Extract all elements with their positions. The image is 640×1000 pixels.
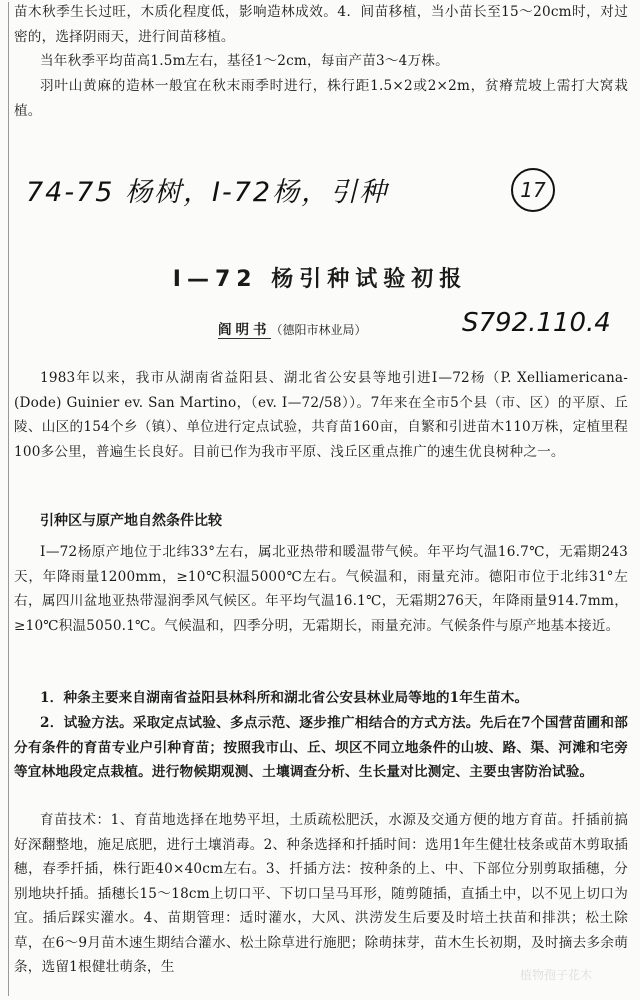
climate-paragraph: Ⅰ—72杨原产地位于北纬33°左右，属北亚热带和暖温带气候。年平均气温16.7℃，无霜期243天，年降雨量1200mm，≥10℃积温5000℃左右。气候温和，雨量充沛。德阳市位于北纬31°左右，属四川盆地亚热带湿润季风气候区。年平均气温16.1℃，无霜期276天，年降雨量914.7mm，≥10℃积温5050.1℃。气候温和，四季分明，无霜期长，雨量充沛。气候条件与原产地基本接近。 [14,544,628,634]
circled-page-number: 17 [511,168,555,212]
author-affiliation: （德阳市林业局） [270,323,367,337]
top-paragraph-2: 当年秋季平均苗高1.5m左右，基径1～2cm，每亩产苗3～4万株。 [40,53,449,69]
top-paragraph-1: 苗木秋季生长过旺，木质化程度低，影响造林成效。4．间苗移植，当小苗长至15～20cm时，对过密的，选择阴雨天，进行间苗移植。 [14,4,628,45]
author-line [218,318,367,338]
section-heading: 引种区与原产地自然条件比较 [40,513,222,529]
author-name: 阎明书 [218,322,271,338]
intro-paragraph: 1983年以来，我市从湖南省益阳县、湖北省公安县等地引进Ⅰ—72杨（P. Xelliamericana-(Dode) Guinier ev. San Martino，（ev. Ⅰ—72/58））。7年来在全市5个县（市、区）的平原、丘陵、山区的154个乡（镇）、单位进行定点试验，共育苗160亩，自繁和引进苗木110万株，定植里程100多公里，普遍生长良好。目前已作为我市平原、浅丘区重点推广的速生优良树种之一。 [14,370,628,460]
article-title: I—72 杨引种试验初报 [172,267,468,292]
watermark-logo: 植物孢子花木 [520,968,593,982]
handwritten-note: 74-75 杨树，I-72杨，引种 [26,177,389,208]
nursery-paragraph: 育苗技术：1、育苗地选择在地势平坦，土质疏松肥沃，水源及交通方便的地方育苗。扦插前搞好深翻整地，施足底肥，进行土壤消毒。2、种条选择和扦插时间：选用1年生健壮枝条或苗木剪取插穗，春季扦插，株行距40×40cm左右。3、扦插方法：按种条的上、中、下部位分别剪取插穗，分别地块扦插。插穗长15～18cm上切口平、下切口呈马耳形，随剪随插，直插土中，以不见上切口为宜。插后踩实灌水。4、苗期管理：适时灌水，大风、洪涝发生后要及时培土扶苗和排洪；松土除草，在6～9月苗木速生期结合灌水、松土除草进行施肥；除萌抹芽，苗木生长初期，及时摘去多余萌条，选留1根健壮萌条，生 [14,812,628,975]
item-1: 1．种条主要来自湖南省益阳县林科所和湖北省公安县林业局等地的1年生苗木。 [40,690,529,706]
handwritten-classification-code: S792.110.4 [462,308,611,338]
top-paragraph-3: 羽叶山黄麻的造林一般宜在秋末雨季时进行，株行距1.5×2或2×2m，贫瘠荒坡上需打大窝栽植。 [14,78,628,119]
item-2: 2．试验方法。采取定点试验、多点示范、逐步推广相结合的方式方法。先后在7个国营苗圃和部分有条件的育苗专业户引种育苗；按照我市山、丘、坝区不同立地条件的山坡、路、渠、河滩和宅旁等宜林地段定点栽植。进行物候期观测、土壤调查分析、生长量对比测定、主要虫害防治试验。 [14,715,628,780]
